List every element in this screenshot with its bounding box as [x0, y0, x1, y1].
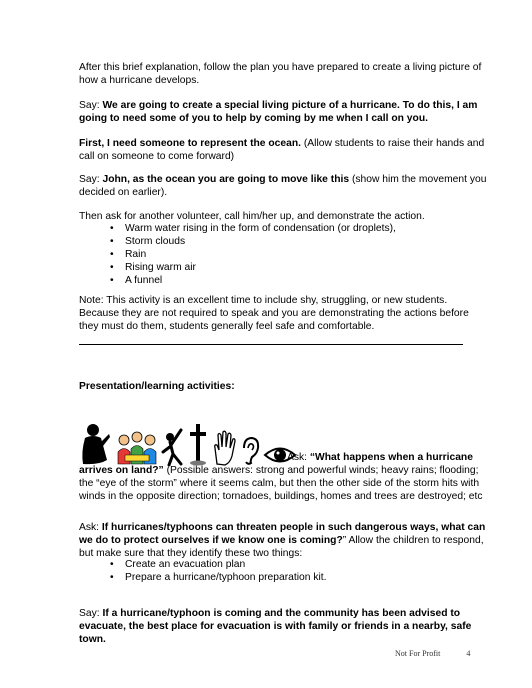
- ocean-paragraph: [79, 137, 489, 163]
- volunteer-paragraph: Then ask for another volunteer, call him/her up, and demonstrate the action.: [79, 211, 425, 222]
- ocean-instruction: First, I need someone to represent the ocean.: [79, 138, 302, 149]
- ask-question: If hurricanes/typhoons can threaten people in such dangerous ways, what can we do to protect ourselves if we know one is coming?: [79, 522, 486, 546]
- list-item: • Create an evacuation plan: [110, 558, 326, 571]
- ask-paragraph-1: [79, 451, 489, 503]
- section-divider: [79, 344, 463, 345]
- ask-label: Ask:: [287, 452, 310, 463]
- list-item: • Prepare a hurricane/typhoon preparation kit.: [110, 571, 326, 584]
- ask-paragraph-2: [79, 521, 489, 560]
- say-label: Say:: [79, 608, 103, 619]
- say-text: We are going to create a special living picture of a hurricane. To do this, I am going to need some of you to help by coming by me when I call on you.: [79, 100, 478, 124]
- ask-answers: (Possible answers: strong and powerful winds; heavy rains; flooding; the “eye of the storm” where it seems calm, but then the other side of the storm hits with winds in the opposite direction; tornadoes, buildings, homes and trees are destroyed; etc: [79, 465, 483, 502]
- list-item: • Warm water rising in the form of condensation (or droplets),: [110, 222, 396, 235]
- list-item: • Rain: [110, 248, 396, 261]
- ask-note: ” Allow the children to respond, but make sure that they identify these two things:: [79, 535, 484, 559]
- say-paragraph-2: [79, 173, 489, 199]
- intro-paragraph: After this brief explanation, follow the plan you have prepared to create a living picture of how a hurricane develops.: [79, 62, 482, 86]
- ocean-note: (Allow students to raise their hands and call on someone to come forward): [79, 138, 485, 162]
- volunteer-list: [110, 222, 396, 287]
- note-paragraph: Note: This activity is an excellent time to include shy, struggling, or new students. Because they are not required to speak and you are demonstrating the actions before they must do them, students generally feel safe and comfortable.: [79, 295, 469, 332]
- ask-question: “What happens when a hurricane arrives on land?”: [79, 452, 473, 476]
- say-text: If a hurricane/typhoon is coming and the community has been advised to evacuate, the best place for evacuation is with family or friends in a nearby, safe town.: [79, 608, 472, 645]
- say-label: Say:: [79, 100, 103, 111]
- list-item: • A funnel: [110, 274, 396, 287]
- ask-label: Ask:: [79, 522, 102, 533]
- list-item: • Rising warm air: [110, 261, 396, 274]
- say-note: (show him the movement you decided on earlier).: [79, 174, 487, 198]
- page-number: 4: [466, 649, 471, 658]
- footer-text: Not For Profit: [395, 649, 441, 658]
- list-item: • Storm clouds: [110, 235, 396, 248]
- page-footer: [395, 647, 470, 660]
- say-paragraph-1: [79, 99, 489, 125]
- say-label: Say:: [79, 174, 103, 185]
- say-instruction: John, as the ocean you are going to move like this: [102, 174, 350, 185]
- say-paragraph-3: [79, 607, 489, 646]
- section-heading: Presentation/learning activities:: [79, 381, 235, 392]
- protect-list: [110, 558, 326, 584]
